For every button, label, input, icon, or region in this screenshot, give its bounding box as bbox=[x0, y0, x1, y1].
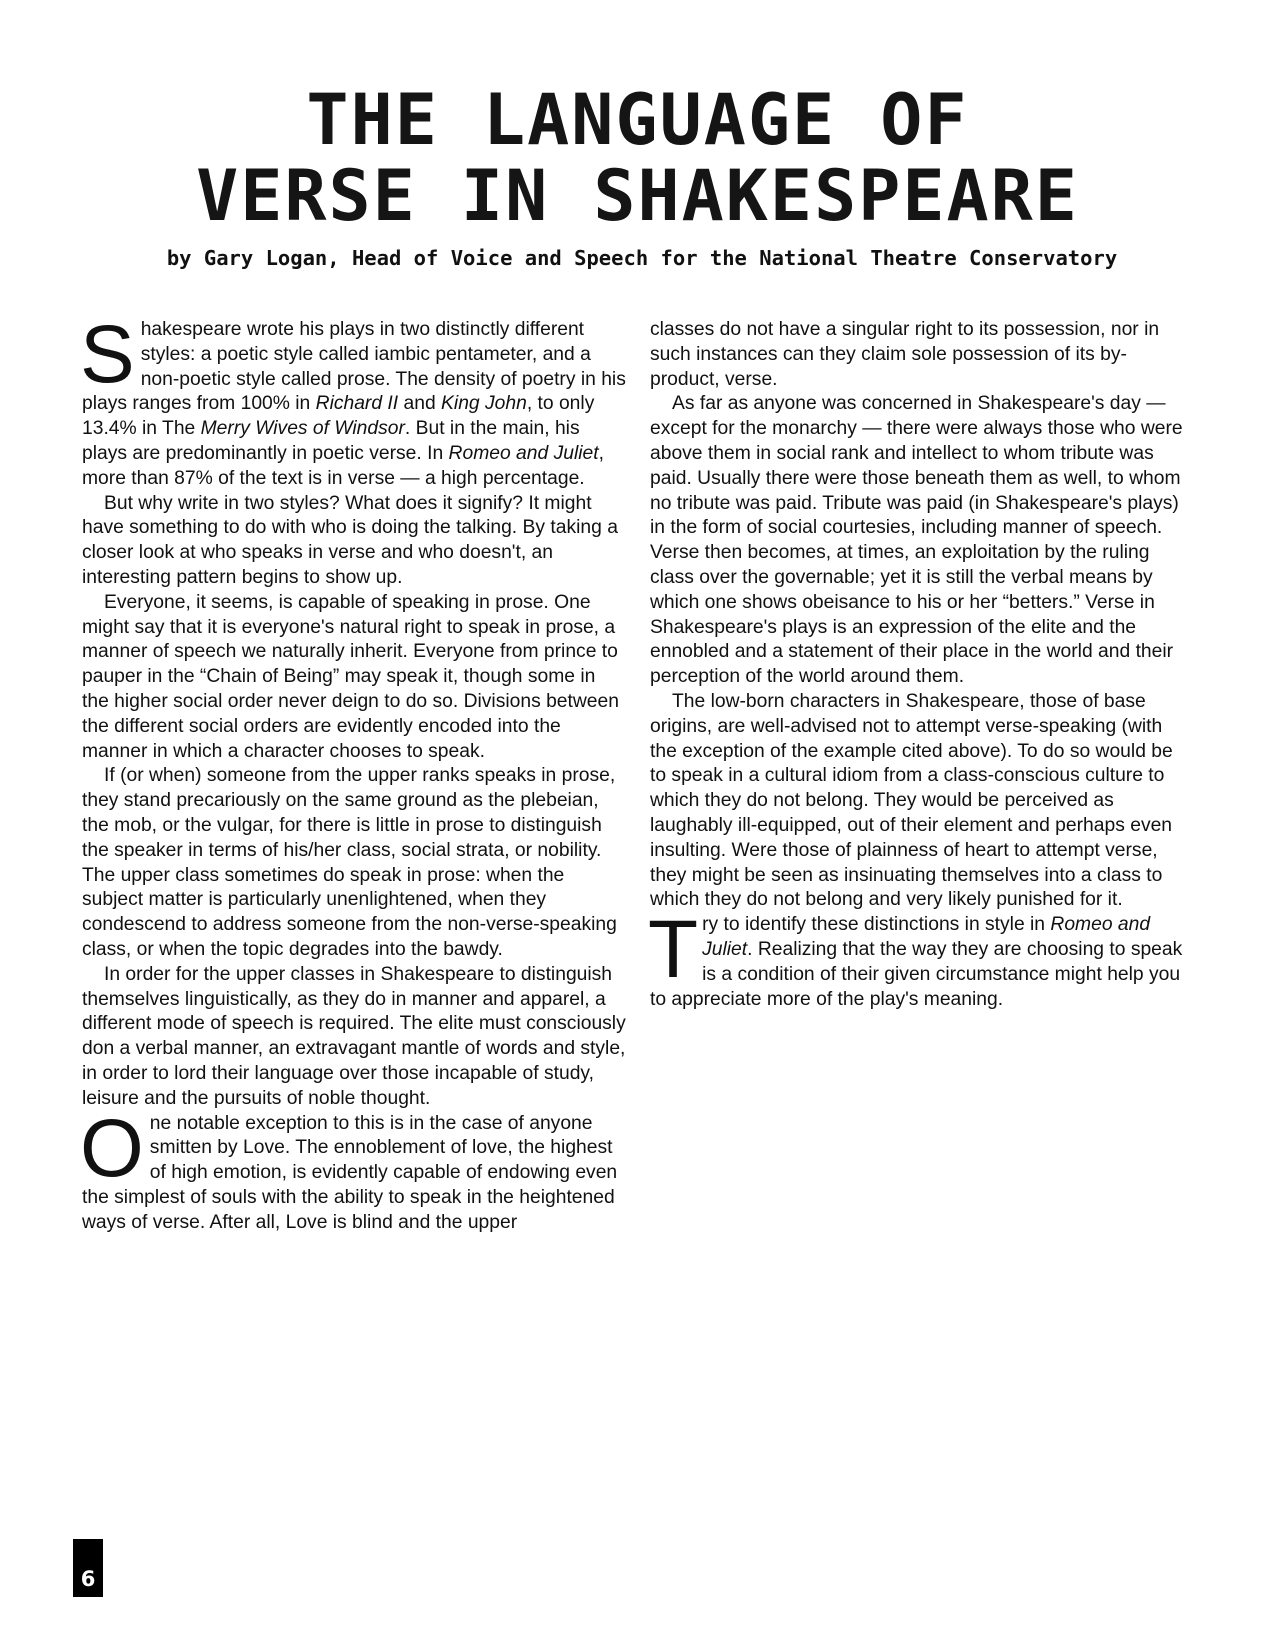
drop-cap-t: T bbox=[648, 904, 699, 996]
left-column bbox=[80, 309, 626, 1235]
paragraph: As far as anyone was concerned in Shakespeare's day — except for the monarchy — there were always those who were above them in social rank and intellect to whom tribute was paid. Usually there were those beneath them as well, to whom no tribute was paid. Tribute was paid (in Shakespeare's plays) in the form of social courtesies, including manner of speech. Verse then becomes, at times, an exploitation by the ruling class over the governable; yet it is still the verbal means by which one shows obeisance to his or her “betters.” Verse in Shakespeare's plays is an expression of the elite and the ennobled and a statement of their place in the world and their perception of the world around them. bbox=[650, 393, 1183, 688]
article-title bbox=[0, 79, 1275, 237]
byline: by Gary Logan, Head of Voice and Speech for the National Theatre Conservatory bbox=[166, 246, 1118, 270]
drop-cap-s: S bbox=[80, 309, 135, 400]
paragraph: In order for the upper classes in Shakespeare to distinguish themselves linguistically, as they do in manner and apparel, a different mode of speech is required. The elite must consciously don a verbal manner, an extravagant mantle of words and style, in order to lord their language over those incapable of study, leisure and the pursuits of noble thought. bbox=[82, 963, 626, 1109]
title-line-2: VERSE IN SHAKESPEARE bbox=[196, 155, 1079, 237]
paragraph: If (or when) someone from the upper ranks speaks in prose, they stand precariously on the same ground as the plebeian, the mob, or the vulgar, for there is little in prose to distinguish the speaker in terms of his/her class, social strata, or nobility. The upper class sometimes do speak in prose: when the subject matter is particularly unenlightened, when they condescend to address someone from the non-verse-speaking class, or when the topic degrades into the bawdy. bbox=[82, 765, 617, 960]
page-number: 6 bbox=[73, 1539, 103, 1597]
paragraph: The low-born characters in Shakespeare, those of base origins, are well-advised not to attempt verse-speaking (with the exception of the example cited above). To do so would be to speak in a cultural idiom from a class-conscious culture to which they do not belong. They would be perceived as laughably ill-equipped, out of their element and perhaps even insulting. Were those of plainness of heart to attempt verse, they might be seen as insinuating themselves into a class to which they do not belong and very likely punished for it. bbox=[650, 690, 1173, 911]
paragraph-conclusion: Try to identify these distinctions in style in Romeo and Juliet. Realizing that the way they are choosing to speak is a condition of their given circumstance might help you to appreciate more of the play's meaning. bbox=[648, 904, 1183, 1010]
title-line-1: THE LANGUAGE OF bbox=[306, 79, 969, 161]
paragraph: Everyone, it seems, is capable of speaking in prose. One might say that it is everyone's natural right to speak in prose, a manner of speech we naturally inherit. Everyone from prince to pauper in the “Chain of Being” may speak it, though some in the higher social order never deign to do so. Divisions between the different social orders are evidently encoded into the manner in which a character chooses to speak. bbox=[82, 591, 619, 762]
paragraph-intro: Shakespeare wrote his plays in two distinctly different styles: a poetic style called iambic pentameter, and a non-poetic style called prose. The density of poetry in his plays ranges from 100% in Richard II and King John, to only 13.4% in The Merry Wives of Windsor. But in the main, his plays are predominantly in poetic verse. In Romeo and Juliet, more than 87% of the text is in verse — a high percentage. bbox=[80, 309, 626, 489]
paragraph-exception: One notable exception to this is in the case of anyone smitten by Love. The ennoblement of love, the highest of high emotion, is evidently capable of endowing even the simplest of souls with the ability to speak in the heightened ways of verse. After all, Love is blind and the upper bbox=[80, 1102, 618, 1233]
drop-cap-o: O bbox=[80, 1102, 144, 1194]
paragraph: classes do not have a singular right to its possession, nor in such instances can they claim sole possession of its by-product, verse. bbox=[650, 319, 1160, 390]
right-column bbox=[650, 318, 1194, 1012]
paragraph: But why write in two styles? What does it signify? It might have something to do with who is doing the talking. By taking a closer look at who speaks in verse and who doesn't, an interesting pattern begins to show up. bbox=[82, 492, 618, 588]
